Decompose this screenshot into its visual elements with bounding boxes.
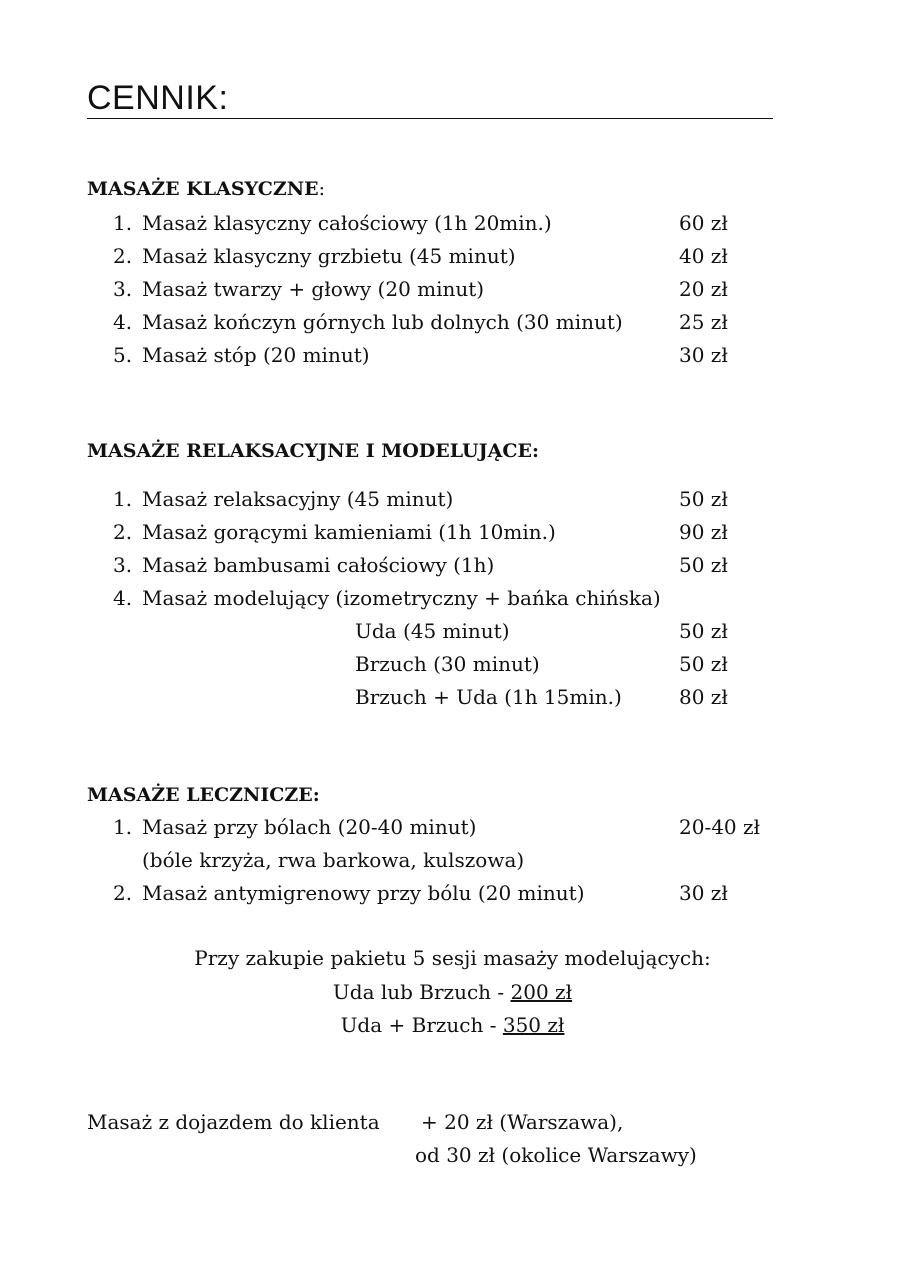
list-item (0, 343, 905, 373)
item-price: 30 zł (679, 343, 728, 367)
package-line-1 (0, 980, 905, 1004)
list-item (0, 586, 905, 616)
item-text: Masaż modelujący (izometryczny + bańka chińska) (142, 586, 661, 610)
item-text: (bóle krzyża, rwa barkowa, kulszowa) (142, 848, 525, 872)
item-number: 1. (113, 211, 133, 235)
list-item (0, 815, 905, 845)
item-number: 4. (113, 310, 133, 334)
item-text: Masaż gorącymi kamieniami (1h 10min.) (142, 520, 556, 544)
item-price: 50 zł (679, 553, 728, 577)
list-item (0, 487, 905, 517)
item-number: 1. (113, 815, 133, 839)
section-heading-colon: : (318, 178, 326, 200)
item-number: 1. (113, 487, 133, 511)
item-text: Masaż antymigrenowy przy bólu (20 minut) (142, 881, 585, 905)
package-intro: Przy zakupie pakietu 5 sesji masaży modelujących: (194, 946, 711, 970)
package-price: 200 zł (510, 980, 573, 1004)
item-number: 3. (113, 277, 133, 301)
list-item (0, 520, 905, 550)
list-item (0, 277, 905, 307)
item-text: Masaż przy bólach (20-40 minut) (142, 815, 477, 839)
page-title: CENNIK: (87, 78, 773, 119)
list-item (0, 553, 905, 583)
section-heading-relax: MASAŻE RELAKSACYJNE I MODELUJĄCE: (87, 440, 539, 462)
item-price: 80 zł (679, 685, 728, 709)
package-label: Uda lub Brzuch - (332, 980, 511, 1004)
item-number: 5. (113, 343, 133, 367)
item-text: Masaż twarzy + głowy (20 minut) (142, 277, 485, 301)
item-price: 50 zł (679, 652, 728, 676)
list-item (0, 881, 905, 911)
travel-price-outskirts: od 30 zł (okolice Warszawy) (415, 1143, 697, 1167)
item-text: Masaż klasyczny grzbietu (45 minut) (142, 244, 516, 268)
item-number: 2. (113, 244, 133, 268)
list-item (0, 310, 905, 340)
item-number: 2. (113, 881, 133, 905)
sub-list-item (0, 685, 905, 715)
item-price: 50 zł (679, 487, 728, 511)
item-text: Masaż stóp (20 minut) (142, 343, 370, 367)
item-price: 20-40 zł (679, 815, 761, 839)
sub-list-item (0, 652, 905, 682)
item-text: Masaż kończyn górnych lub dolnych (30 minut) (142, 310, 623, 334)
list-item (0, 211, 905, 241)
package-label: Uda + Brzuch - (340, 1013, 503, 1037)
list-item-note (0, 848, 905, 878)
sub-list-item (0, 619, 905, 649)
travel-label: Masaż z dojazdem do klienta (87, 1110, 380, 1134)
item-price: 25 zł (679, 310, 728, 334)
item-price: 60 zł (679, 211, 728, 235)
sub-item-text: Brzuch + Uda (1h 15min.) (355, 685, 622, 709)
item-price: 90 zł (679, 520, 728, 544)
section-heading-medical: MASAŻE LECZNICZE: (87, 784, 320, 806)
item-price: 40 zł (679, 244, 728, 268)
item-number: 4. (113, 586, 133, 610)
item-text: Masaż klasyczny całościowy (1h 20min.) (142, 211, 552, 235)
item-number: 2. (113, 520, 133, 544)
item-price: 20 zł (679, 277, 728, 301)
item-price: 50 zł (679, 619, 728, 643)
travel-price-warsaw: + 20 zł (Warszawa), (421, 1110, 624, 1134)
sub-item-text: Uda (45 minut) (355, 619, 510, 643)
section-heading-text: MASAŻE KLASYCZNE (87, 178, 319, 200)
item-text: Masaż bambusami całościowy (1h) (142, 553, 495, 577)
section-heading-classic (87, 178, 325, 200)
sub-item-text: Brzuch (30 minut) (355, 652, 540, 676)
package-price: 350 zł (502, 1013, 565, 1037)
list-item (0, 244, 905, 274)
item-price: 30 zł (679, 881, 728, 905)
package-line-2 (0, 1013, 905, 1037)
item-text: Masaż relaksacyjny (45 minut) (142, 487, 454, 511)
item-number: 3. (113, 553, 133, 577)
